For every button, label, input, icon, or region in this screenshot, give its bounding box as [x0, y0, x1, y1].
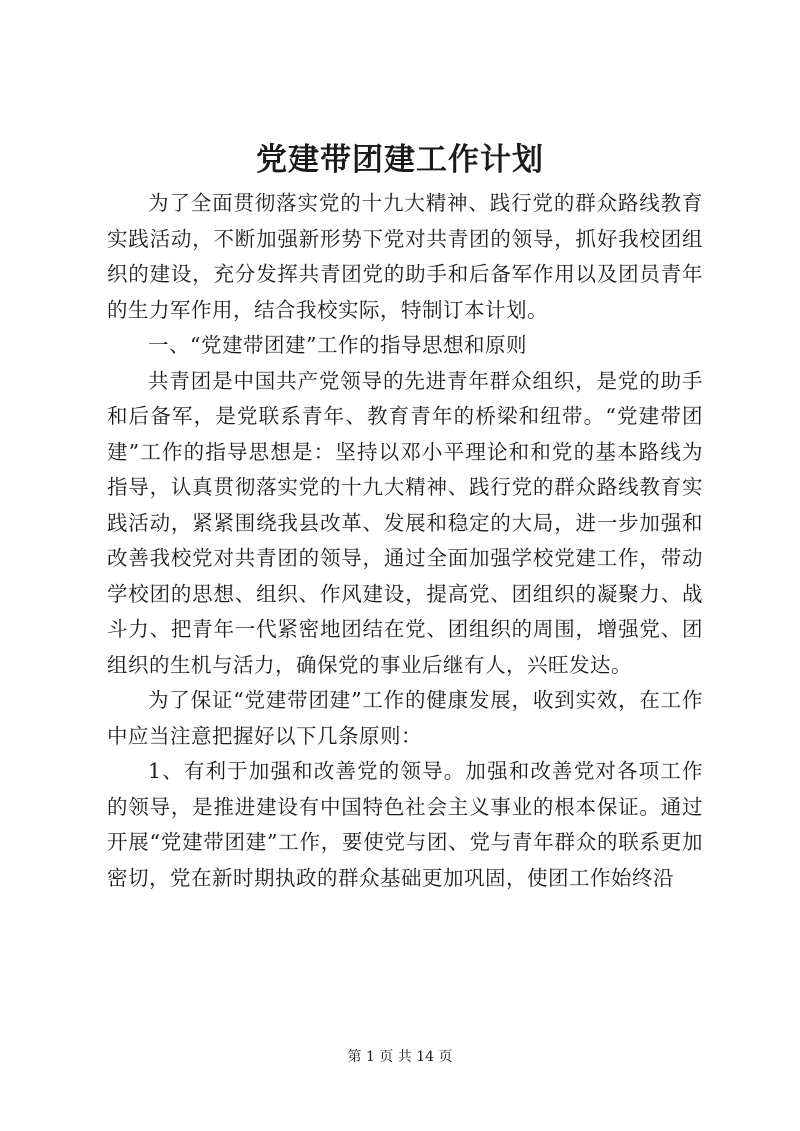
- page-footer: 第 1 页 共 14 页: [347, 1049, 453, 1065]
- paragraph-guiding-ideology: 共青团是中国共产党领导的先进青年群众组织，是党的助手和后备军，是党联系青年、教育青年的桥梁和纽带。“党建带团建”工作的指导思想是：坚持以邓小平理论和和党的基本路线为指导，认真贯彻落实党的十九大精神、践行党的群众路线教育实践活动，紧紧围绕我县改革、发展和稳定的大局，进一步加强和改善我校党对共青团的领导，通过全面加强学校党建工作，带动学校团的思想、组织、作风建设，提高党、团组织的凝聚力、战斗力、把青年一代紧密地团结在党、团组织的周围，增强党、团组织的生机与活力，确保党的事业后继有人，兴旺发达。: [107, 368, 703, 677]
- paragraph-intro: 为了全面贯彻落实党的十九大精神、践行党的群众路线教育实践活动，不断加强新形势下党对共青团的领导，抓好我校团组织的建设，充分发挥共青团党的助手和后备军作用以及团员青年的生力军作用，结合我校实际，特制订本计划。: [107, 191, 703, 322]
- paragraph-principle-1: 1、有利于加强和改善党的领导。加强和改善党对各项工作的领导，是推进建设有中国特色社会主义事业的根本保证。通过开展“党建带团建”工作，要使党与团、党与青年群众的联系更加密切，党在新时期执政的群众基础更加巩固，使团工作始终沿: [107, 759, 703, 890]
- document-title: 党建带团建工作计划: [256, 142, 544, 178]
- document-body: [107, 186, 703, 896]
- section-heading-1: 一、“党建带团建”工作的指导思想和原则: [148, 333, 527, 357]
- paragraph-principles-intro: 为了保证“党建带团建”工作的健康发展，收到实效，在工作中应当注意把握好以下几条原则：: [107, 688, 703, 748]
